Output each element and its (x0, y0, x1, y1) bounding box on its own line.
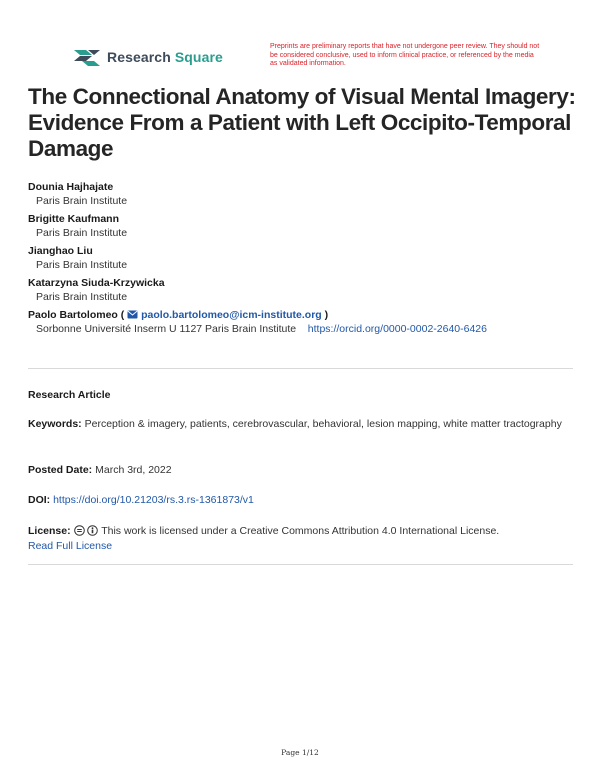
corresponding-author-affiliation: Sorbonne Université Inserm U 1127 Paris Brain Institute https://orcid.org/0000-0002-2640-6426 (36, 323, 487, 335)
envelope-icon (127, 310, 138, 319)
read-full-license-link[interactable]: Read Full License (28, 540, 113, 552)
cc-by-icon (87, 525, 98, 536)
author-name: Dounia Hajhajate (28, 181, 114, 193)
doi-link[interactable]: https://doi.org/10.21203/rs.3.rs-1361873/v1 (53, 494, 254, 506)
author-list (28, 180, 588, 340)
cc-icon (74, 525, 85, 536)
preprint-disclaimer: Preprints are preliminary reports that have not undergone peer review. They should not be considered conclusive, used to inform clinical practice, or referenced by the media as validated information. (270, 43, 540, 67)
orcid-link[interactable]: https://orcid.org/0000-0002-2640-6426 (307, 323, 487, 335)
corresponding-author-name: Paolo Bartolomeo ( paolo.bartolomeo@icm-institute.org ) (28, 309, 329, 321)
author-entry (28, 244, 588, 272)
page-number: Page 1/12 (281, 748, 319, 757)
keywords: Keywords: Perception & imagery, patients, cerebrovascular, behavioral, lesion mapping, white matter tractography (28, 418, 562, 430)
email-link[interactable]: paolo.bartolomeo@icm-institute.org (141, 309, 322, 321)
divider-bottom (28, 564, 573, 565)
corresponding-author-entry (28, 308, 588, 336)
author-affiliation: Paris Brain Institute (36, 291, 128, 303)
doi: DOI: https://doi.org/10.21203/rs.3.rs-1361873/v1 (28, 494, 254, 506)
article-type: Research Article (28, 389, 111, 401)
license: License: This work is licensed under a Creative Commons Attribution 4.0 International License. Read Full License (28, 525, 500, 552)
author-affiliation: Paris Brain Institute (36, 227, 128, 239)
author-entry (28, 276, 588, 304)
paper-title: The Connectional Anatomy of Visual Mental Imagery: Evidence From a Patient with Left Occipito-Temporal Damage (28, 84, 576, 161)
research-square-logo[interactable] (74, 47, 223, 67)
author-name: Katarzyna Siuda-Krzywicka (28, 277, 165, 289)
author-name: Jianghao Liu (28, 245, 93, 257)
divider-top (28, 368, 573, 369)
logo-wordmark: Research Square (107, 49, 223, 65)
research-square-logo-icon (74, 47, 100, 67)
author-affiliation: Paris Brain Institute (36, 195, 128, 207)
posted-date: Posted Date: March 3rd, 2022 (28, 464, 172, 476)
author-affiliation: Paris Brain Institute (36, 259, 128, 271)
author-entry (28, 212, 588, 240)
author-entry (28, 180, 588, 208)
author-name: Brigitte Kaufmann (28, 213, 120, 225)
